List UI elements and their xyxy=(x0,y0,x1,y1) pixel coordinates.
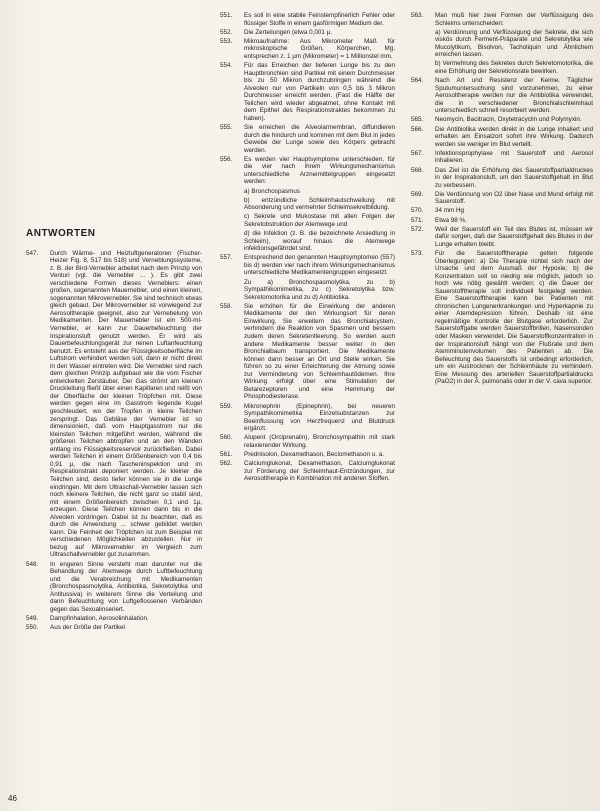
answer-entry xyxy=(220,254,395,277)
answer-number: 563. xyxy=(411,12,424,19)
answer-entry xyxy=(26,615,202,623)
answer-text: Alupent (Orciprenalin), Bronchosympathin mit stark relaxierender Wirkung. xyxy=(244,434,395,449)
answer-number: 564. xyxy=(411,77,424,85)
answer-entry xyxy=(220,403,395,433)
answer-entry xyxy=(220,29,395,37)
column-2 xyxy=(220,12,395,802)
answer-entry xyxy=(411,12,593,27)
answer-entry xyxy=(26,250,202,559)
column-3-entries xyxy=(411,12,593,386)
answer-entry xyxy=(411,167,593,190)
answer-text: Prednisolon, Dexamethason, Beclomethason u. a. xyxy=(244,450,385,458)
answer-number: 569. xyxy=(411,190,424,198)
answer-text: Dampfinhalation, Aerosolinhalation. xyxy=(50,614,149,622)
answer-text: Durch Wärme- und Heizluftgeneratoren (Fischer-Heizer Fig. 8, 517 bis 518) und Verneblungssysteme, z. B. der Bird-Vernebler arbeitet nach dem Prinzip von Venturi (vgl. die Vernebler ... ). Es gibt zwei verschiedene Formen dieses Verneblers: einen großen, sogenannten Mauernebler, und einen kleinen, sogenannten Mikrovernebler. Sie sind technisch etwas gleich gebaut. Der Mikrovernebler ist vorwiegend zur Aerosoltherapie geeignet, also zur Vernebelung von Medikamenten. Der Mauernebler ist ein 500-ml-Vernebler, er kann zur Dauerbefeuchtung der Inspirationsluft genutzt werden. Er wird als Dauerbefeuchtungsgerät zur reinen Luftanfeuchtung benutzt. Es entsteht aus der Flüssigkeitsoberfläche im Luftstrom verhindert werden soll, dann er nicht direkt in den Wasser eintreten wird. Die Vernebler sind nach dem gleichen Prinzip aufgebaut wie die vom Fischer entwickelten Zerstäuber. Der Gas strömt am kleinen Druckleitung fließt über einen Kapillaren und reißt von der Oberfläche der kleinen Tröpfchen mit. Diese werden gegen eine im Gasstrom liegende Kugel geschleudert, wo der Tropfen in kleine Teilchen zerspringt. Das Gebläse der Vernebler ist so dimensioniert, daß vom Hauptgasstrom nur die kleinsten Teilchen mitgeführt werden, während die größeren Teilchen abtropfen und an den Wänden entlang ins Flüssigkeitsreservoir zurückfließen. Dabei werden Teilchen in einem Größenbereich von 0,4 bis 0,91 μ, die nach Tascheninspektion und im Respirationstrakt deponiert werden. Je kleiner die Teilchen sind, desto tiefer können sie in die Lunge eindringen. Mit dem Ultraschall-Vernebler lassen sich noch kleinere Teilchen, die nicht ganz so stabil sind, mit einem Größenbereich zwischen 0,1 und 1μ, erzeugen. Diese Teilchen können dann bis in die Alveolen vordringen. Dabei ist zu beachten, daß es durch die Anwendung ... schwer gebildet werden kann. Die Feinheit der Tröpfchen ist zum Beispiel mit verschiedenen Möglichkeiten abzustellen. Nur in bezug auf Mikrovernebler im Vergleich zum Ultraschallvernebler gut zusammen. xyxy=(50,249,202,559)
answer-entry xyxy=(220,451,395,459)
answer-text: Die Verdünnung von O2 über Nase und Mund erfolgt mit Sauerstoff. xyxy=(435,190,593,206)
column-2-entries xyxy=(220,12,395,483)
answer-entry xyxy=(220,303,395,401)
answer-number: 561. xyxy=(220,450,233,458)
answer-text: 34 mm Hg xyxy=(435,207,465,215)
answer-entry xyxy=(411,191,593,206)
answer-text: Neomycin, Bacitracin, Oxytetracyclin und Polymyxin. xyxy=(435,116,582,124)
answer-number xyxy=(220,213,244,228)
answer-number: 550. xyxy=(26,624,39,632)
answer-number: 548. xyxy=(26,560,39,568)
answer-text: c) Sekrete und Mukostase mit allen Folgen der Sekretobstruktion der Atemwege und xyxy=(244,213,395,228)
answer-text: Entsprechend den genannten Hauptsymptomen (557) bis d) werden vier nach ihrem Wirkungsmechanismus unterschiedliche Medikamentengruppen eingesetzt. xyxy=(244,254,395,277)
answer-number: 552. xyxy=(220,28,233,36)
answer-entry xyxy=(411,126,593,149)
page-number: 46 xyxy=(8,794,17,803)
answer-text: Für das Erreichen der tieferen Lunge bis zu den Hauptbronchien sind Partikel mit einem Durchmesser bis zu 50 Mikron durchzubringen während die Alveolen nur von Partikeln von 0,5 bis 3 Mikron Durchmesser erreicht werden. (Fast die Hälfte der Teilchen wird wieder abgeatmet, ohne Kontakt mit dem Epithel des Respirationstraktes bekommen zu haben). xyxy=(244,62,395,122)
answer-number: 554. xyxy=(220,62,233,70)
answer-text: Die Antibiotika werden direkt in die Lunge inhaliert und erhalten am Einsatzort sofort ihre Wirkung. Dadurch werden sie weniger im Blut verteilt. xyxy=(435,125,593,148)
answer-number xyxy=(220,279,244,302)
answer-entry xyxy=(220,12,395,27)
answer-text: Etwa 98 %. xyxy=(435,216,467,224)
answer-number: 571. xyxy=(411,216,424,224)
answer-number xyxy=(411,60,435,75)
answer-entry xyxy=(220,197,395,212)
answer-text: Es werden vier Hauptsymptome unterschieden, für die vier nach ihrem Wirkungsmechanismus unterschiedliche Arzneimittelgruppen eingesetzt werden: xyxy=(244,155,395,186)
answer-entry xyxy=(220,188,395,196)
answer-entry xyxy=(220,230,395,253)
answer-text: Nach Art und Resistenz der Keime. Täglicher Sputumuntersuchung sind vorzunehmen, zu einer Aerosoltherapie werden nur die Antibiotika verwendet, die in verschiedener Bronchialschleimhaut unterschiedlich schnell resorbiert werden. xyxy=(435,77,593,115)
answer-number: 549. xyxy=(26,614,39,622)
answer-number: 551. xyxy=(220,12,233,19)
answer-entry xyxy=(411,150,593,165)
answer-text: Calciumglukonat, Dexamethason, Calciumglukonat zur Förderung der Schleimhaut-Entzündungen, zur Aerosoltherapie in Kombination mit anderen Stoffen. xyxy=(244,460,395,483)
answer-number: 553. xyxy=(220,37,233,45)
answer-text: Aus der Größe der Partikel xyxy=(50,624,125,632)
answer-entry xyxy=(411,250,593,386)
answer-number: 566. xyxy=(411,125,424,133)
answer-text: Infektionsprophylaxe mit Sauerstoff und Aerosol inhalieren. xyxy=(435,149,593,165)
answer-number xyxy=(220,188,244,196)
answer-text: b) entzündliche Schleimhautschwellung mit Absonderung und vermehrter Schleimsekretbildung. xyxy=(244,196,395,212)
answer-text: Mikroaufnahme: Aus Mikrometer Maß für mikroskopische Größen, Körperchen, Mg. entsprechen z. 1 μm (Mikrometer) = 1 Millionstel mm. xyxy=(244,37,395,60)
answer-text: a) Bronchospasmus xyxy=(244,187,300,195)
answer-number: 572. xyxy=(411,225,424,233)
answer-entry xyxy=(411,207,593,215)
answer-number: 547. xyxy=(26,249,39,257)
answer-entry xyxy=(220,213,395,228)
column-1 xyxy=(26,12,202,802)
answer-entry xyxy=(220,279,395,302)
answer-text: Das Ziel ist die Erhöhung des Sauerstoffpartialdruckes in der Inspirationsluft, um den Sauerstoffgehalt im Blut zu verbessern. xyxy=(435,166,593,189)
answer-number: 558. xyxy=(220,302,233,310)
answer-entry xyxy=(411,29,593,59)
answer-text: Es soll in eine stabile Feinstempfinerlich Fehler oder flüssiger Stoffe in einem gasförmigen Medium der. xyxy=(244,12,395,27)
answer-text: Mikronephrin (Epinephrin), bei neueren Sympathikomimetika Einzelsubstanzen zur Beeinflussung von Herzfrequenz und Blutdruck ergänzt. xyxy=(244,402,395,433)
answer-entry xyxy=(411,217,593,225)
answer-number: 570. xyxy=(411,207,424,215)
column-1-entries xyxy=(26,250,202,632)
answer-number: 573. xyxy=(411,249,424,257)
answer-text: Für die Sauerstofftherapie gelten folgende Überlegungen: a) Die Therapie richtet sich nach der Ursache und dem Ausmaß der Hypoxie; b) die Konzentration soll so niedrig wie möglich, jedoch so hoch wie nötig gewählt werden; c) die Dauer der Sauerstofftherapie soll individuell festgelegt werden. Eine Sauerstofftherapie kann bei Patienten mit chronischen Lungenerkrankungen und Hyperkapnie zu einer Atemdepression führen. Deshalb ist eine regelmäßige Kontrolle der Blutgase erforderlich. Zur Sauerstoffgabe werden Sauerstoffbrillen, Nasensonden oder Masken verwendet. Die Sauerstoffkonzentration in der Inspirationsluft hängt von der Flußrate und dem Atemminutenvolumen des Patienten ab. Die Befeuchtung des Sauerstoffs ist unbedingt erforderlich, um ein Austrocknen der Schleimhäute zu verhindern. Eine Messung des arteriellen Sauerstoffpartialdrucks (PaO2) in der Ä. pulmonalis oder in der V. cava superior. xyxy=(435,249,593,386)
answer-text: Weil der Sauerstoff ein Teil des Blutes ist, müssen wir dafür sorgen, daß der Sauerstoffgehalt des Blutes in der Lunge erhalten bleibt. xyxy=(435,225,593,248)
answer-text: Sie erreichen die Alveolarmembran, diffundieren durch die hindurch und kommen mit dem Blut in jedes Gewebe der Lunge sowie des Körpers gebracht werden. xyxy=(244,124,395,154)
answer-entry xyxy=(220,124,395,154)
answer-text: a) Verdünnung und Verflüssigung der Sekrete, die sich viskös durch Ferment-Präparate und Sekretolytika wie Mucolytikum, Bisolvon, Tacholiquin und Ähnlichem erreichen lassen. xyxy=(435,28,593,59)
answer-number: 568. xyxy=(411,166,424,174)
column-3 xyxy=(411,12,593,802)
answer-number: 559. xyxy=(220,402,233,410)
answer-entry xyxy=(26,624,202,632)
answer-entry xyxy=(220,38,395,61)
answer-entry xyxy=(411,60,593,75)
answer-number: 555. xyxy=(220,124,233,132)
answer-entry xyxy=(411,226,593,249)
answer-number xyxy=(220,197,244,212)
answer-number: 557. xyxy=(220,254,233,262)
answer-text: Zu a) Bronchospasmolytika, zu b) Sympathikomimetika, zu c) Sekretolytika bzw. Sekretomotorika und zu d) Antibiotika. xyxy=(244,278,395,301)
answer-number: 560. xyxy=(220,434,233,442)
answer-number xyxy=(411,29,435,59)
answer-entry xyxy=(220,460,395,483)
answer-text: b) Vermehrung des Sekretes durch Sekretomotorika, die eine Erhöhung der Sekretionsrate bewirken. xyxy=(435,60,593,76)
answer-entry xyxy=(411,77,593,115)
answer-number: 562. xyxy=(220,460,233,468)
answer-entry xyxy=(220,62,395,122)
answer-number: 567. xyxy=(411,149,424,157)
section-heading: ANTWORTEN xyxy=(26,228,96,239)
answer-text: d) die Infektion (z. B. die bezeichnete Ansiedlung in Schleim), worauf hinaus die Atemwege infektionsgefährdet sind. xyxy=(244,230,395,253)
answer-text: Die Zerteilungen (etwa 0,001 μ. xyxy=(244,28,332,36)
answer-entry xyxy=(220,156,395,186)
answer-entry xyxy=(411,116,593,124)
answer-text: Sie erhöhen für die Einwirkung der anderen Medikamente der den Wirkungsort für deren Einwirkung. Sie erweitern das Bronchialsystem, verhindern die Reaktion von Spasmen und bessern zudem deren Sekretentleerung. So werden auch andere Medikamente besser weiter in den Bronchialbaum transportiert. Die Medikamente können dann besser an Ort und Stelle wirken. Sie führen so zu einer Erleichterung der Atmung sowie zur Verminderung von Schleimhautödemen. Ihre Wirkung erfolgt über eine Stimulation der Betarezeptoren und eine Hemmung der Phosphodiesterase. xyxy=(244,302,395,401)
answer-number: 565. xyxy=(411,116,424,124)
answer-text: In engeren Sinne versteht man darunter nur die Behandlung der Atemwege durch Luftbefeuchtung und die Verabreichung mit Medikamenten (Bronchospasmolytika, Antibiotika, Sekretolytika und Antitussiva) in weiterem Sinne die Verteilung und dann Befeuchtung von Luftgeflossenen Verbänden gegen das Sexualinseriert. xyxy=(50,560,202,613)
answer-number xyxy=(220,230,244,253)
answer-entry xyxy=(26,561,202,614)
answer-text: Man muß hier zwei Formen der Verflüssigung des Schleims unterscheiden: xyxy=(435,12,593,27)
answer-entry xyxy=(220,434,395,449)
answer-number: 556. xyxy=(220,155,233,163)
